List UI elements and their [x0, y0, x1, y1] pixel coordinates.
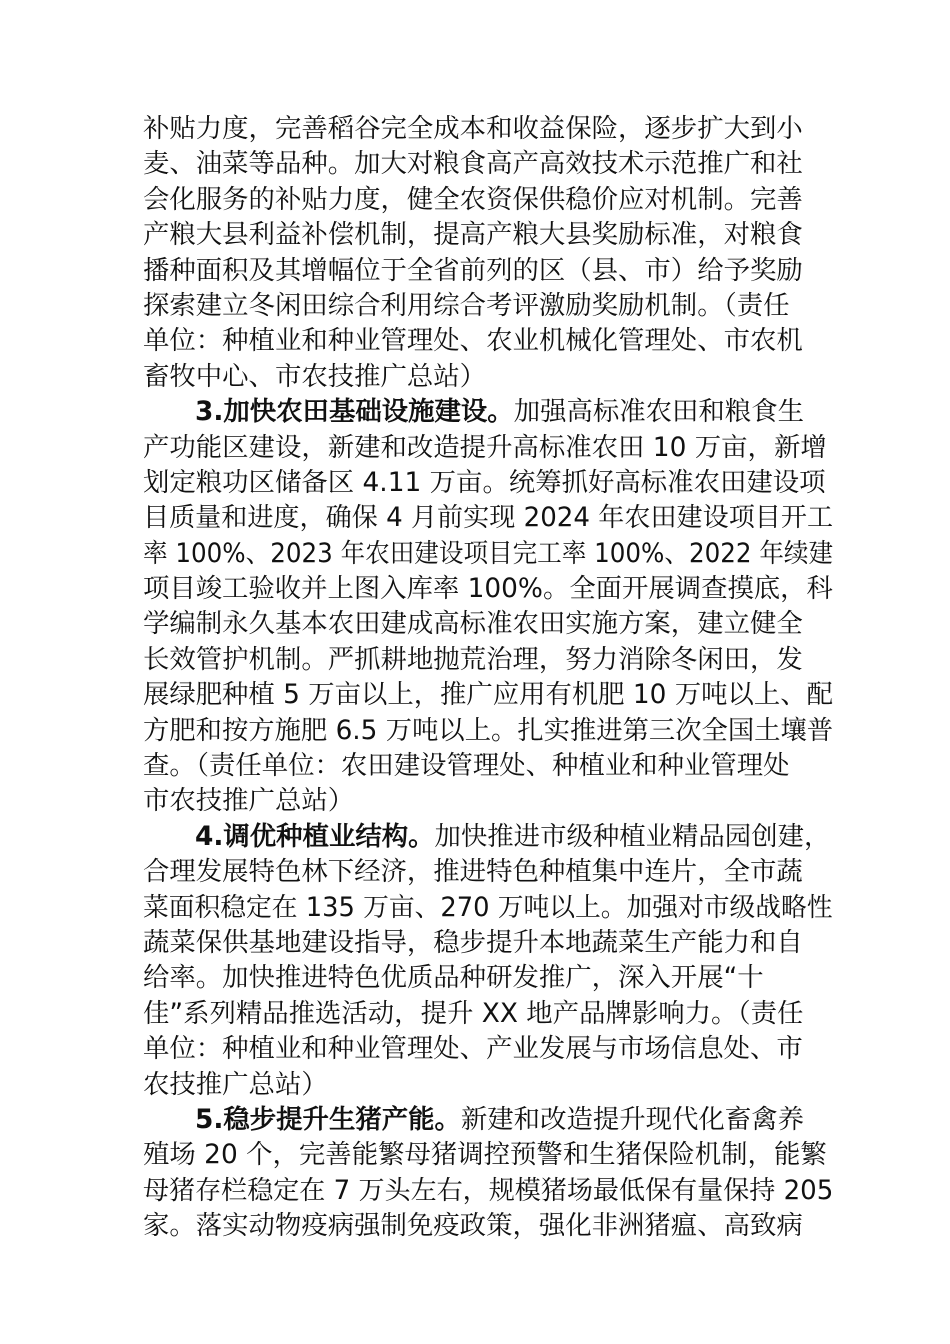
body-line: 菜面积稳定在 135 万亩、270 万吨以上。加强对市级战略性	[143, 891, 833, 923]
body-line: 目质量和进度，确保 4 月前实现 2024 年农田建设项目开工	[143, 502, 834, 534]
section-first-line-text: 加强高标准农田和粮食生	[513, 396, 804, 428]
body-line: 佳”系列精品推选活动，提升 XX 地产品牌影响力。（责任	[143, 997, 804, 1029]
body-line: 给率。加快推进特色优质品种研发推广，深入开展“十	[143, 962, 764, 994]
section-first-line-text: 加快推进市级种植业精品园创建，	[434, 820, 831, 852]
body-line: 产粮大县利益补偿机制，提高产粮大县奖励标准，对粮食	[143, 219, 803, 251]
body-line: 会化服务的补贴力度，健全农资保供稳价应对机制。完善	[143, 183, 803, 215]
body-line: 学编制永久基本农田建成高标准农田实施方案，建立健全	[143, 608, 803, 640]
body-line: 长效管护机制。严抓耕地抛荒治理，努力消除冬闲田，发	[143, 643, 803, 675]
body-line: 合理发展特色林下经济，推进特色种植集中连片，全市蔬	[143, 856, 803, 888]
body-line: 单位：种植业和种业管理处、农业机械化管理处、市农机	[143, 325, 803, 357]
body-line: 麦、油菜等品种。加大对粮食高产高效技术示范推广和社	[143, 148, 803, 180]
section-first-line	[143, 1102, 833, 1137]
body-line: 农技推广总站）	[143, 1068, 328, 1100]
body-line: 划定粮功区储备区 4.11 万亩。统筹抓好高标准农田建设项	[143, 466, 826, 498]
section-heading: 4.调优种植业结构。	[195, 820, 435, 852]
section-heading: 3.加快农田基础设施建设。	[195, 396, 514, 428]
body-line: 播种面积及其增幅位于全省前列的区（县、市）给予奖励	[143, 254, 803, 286]
body-line: 家。落实动物疫病强制免疫政策，强化非洲猪瘟、高致病	[143, 1210, 803, 1242]
body-line: 殖场 20 个，完善能繁母猪调控预警和生猪保险机制，能繁	[143, 1139, 827, 1171]
section-first-line-text: 新建和改造提升现代化畜禽养	[460, 1103, 804, 1135]
body-line: 展绿肥种植 5 万亩以上，推广应用有机肥 10 万吨以上、配	[143, 679, 833, 711]
body-line: 项目竣工验收并上图入库率 100%。全面开展调查摸底，科	[143, 573, 833, 605]
section-first-line	[143, 819, 833, 854]
body-line: 方肥和按方施肥 6.5 万吨以上。扎实推进第三次全国土壤普	[143, 714, 834, 746]
body-line: 探索建立冬闲田综合利用综合考评激励奖励机制。（责任	[143, 289, 790, 321]
body-line: 查。（责任单位：农田建设管理处、种植业和种业管理处	[143, 750, 790, 782]
body-line: 母猪存栏稳定在 7 万头左右，规模猪场最低保有量保持 205	[143, 1174, 834, 1206]
body-line: 产功能区建设，新建和改造提升高标准农田 10 万亩，新增	[143, 431, 827, 463]
body-line: 市农技推广总站）	[143, 785, 355, 817]
body-line: 补贴力度，完善稻谷完全成本和收益保险，逐步扩大到小	[143, 113, 803, 144]
section-first-line	[143, 394, 833, 429]
body-line: 畜牧中心、市农技推广总站）	[143, 360, 487, 392]
body-line: 蔬菜保供基地建设指导，稳步提升本地蔬菜生产能力和自	[143, 926, 803, 958]
body-line: 单位：种植业和种业管理处、产业发展与市场信息处、市	[143, 1033, 803, 1065]
section-heading: 5.稳步提升生猪产能。	[195, 1103, 461, 1135]
document-body	[143, 111, 833, 1244]
body-line: 率 100%、2023 年农田建设项目完工率 100%、2022 年续建	[143, 537, 834, 569]
